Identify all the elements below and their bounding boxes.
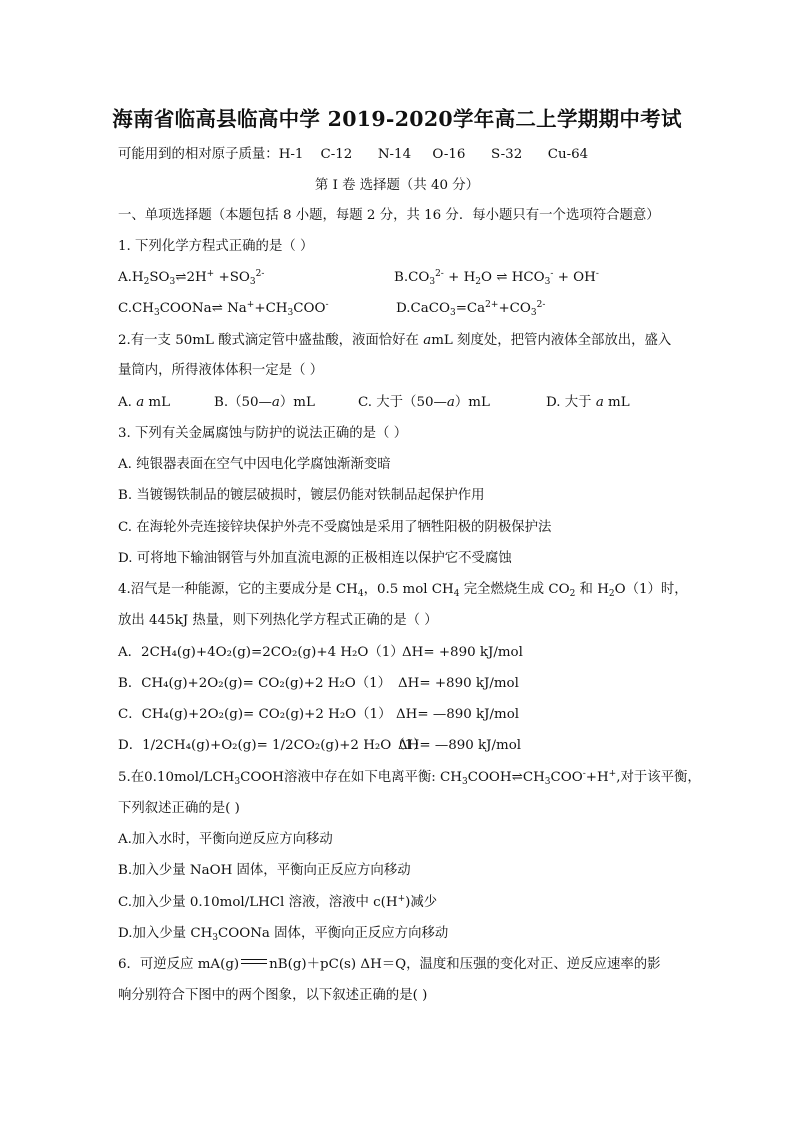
question-1-option-a: $A.H_2SO_3\rightleftharpoons 2H^+ +SO_3^{2-}$ (118, 269, 265, 287)
equilibrium-arrow-icon: ⇌ (211, 301, 223, 316)
question-4-option-c-enthalpy: ΔH= —890 kJ/mol (396, 707, 520, 722)
atomic-masses-line (118, 145, 678, 165)
mass-s: S-32 (490, 147, 523, 162)
question-2-option-c: C. 大于（50—a）mL (358, 395, 490, 410)
question-4-option-b-enthalpy: ΔH= +890 kJ/mol (398, 676, 519, 691)
question-2-option-a: A. a mL (118, 395, 171, 410)
equilibrium-arrow-icon: ⇌ (175, 270, 187, 285)
mass-h: H-1 (278, 147, 304, 162)
question-4-option-d-equation: D．1/2CH₄(g)+O₂(g)= 1/2CO₂(g)+2 H₂O（1） (118, 738, 427, 753)
question-4-option-a-enthalpy: ΔH= +890 kJ/mol (402, 645, 523, 660)
question-3-option-b: B. 当镀锡铁制品的镀层破损时，镀层仍能对铁制品起保护作用 (118, 488, 485, 503)
equilibrium-arrow-icon: ⇌ (496, 270, 508, 285)
question-4-option-d-enthalpy: ΔH= —890 kJ/mol (398, 738, 522, 753)
question-4-option-c-equation: C．CH₄(g)+2O₂(g)= CO₂(g)+2 H₂O（1） (118, 707, 392, 722)
reversible-arrow-icon (239, 957, 269, 967)
question-2-option-d: D. 大于 a mL (546, 395, 630, 410)
question-6-line-1: 6．可逆反应 mA(g) nB(g)＋pC(s) ΔH＝Q，温度和压强的变化对正、逆反应速率的影 (118, 957, 661, 972)
question-2-line-2: 量筒内，所得液体体积一定是（ ） (118, 363, 324, 378)
question-3-option-a: A. 纯银器表面在空气中因电化学腐蚀渐渐变暗 (118, 457, 391, 472)
question-6-line-2: 响分别符合下图中的两个图象，以下叙述正确的是( ) (118, 988, 428, 1003)
question-4-option-b-equation: B．CH₄(g)+2O₂(g)= CO₂(g)+2 H₂O（1） (118, 676, 392, 691)
page-title: 海南省临高县临高中学 2019-2020学年高二上学期期中考试 (112, 107, 682, 131)
mass-cu: Cu-64 (547, 147, 589, 162)
mass-o: O-16 (432, 147, 466, 162)
section-heading: 第 I 卷 选择题（共 40 分） (314, 178, 480, 193)
question-1-option-d: $D.CaCO_3=Ca^{2+}+CO_3^{2-}$ (396, 300, 546, 318)
question-5-option-b: B.加入少量 NaOH 固体，平衡向正反应方向移动 (118, 863, 411, 878)
question-5-line-2: 下列叙述正确的是( ) (118, 801, 240, 816)
question-5-option-c: C.加入少量 0.10mol/LHCl 溶液，溶液中 c(H+)减少 (118, 894, 438, 910)
question-3-option-d: D. 可将地下输油钢管与外加直流电源的正极相连以保护它不受腐蚀 (118, 551, 512, 566)
question-1-option-c: $C.CH_3COONa\rightleftharpoons$ $Na^++CH_3COO^-$ (118, 300, 329, 318)
question-2-line-1: 2.有一支 50mL 酸式滴定管中盛盐酸，液面恰好在 amL 刻度处，把管内液体全部放出，盛入 (118, 333, 672, 348)
mass-n: N-14 (377, 147, 412, 162)
question-1-option-b: $B.CO_3^{2-} + H_2O$ ⇌ $HCO_3^- + OH^-$ (394, 269, 599, 287)
question-4-line-2: 放出 445kJ 热量，则下列热化学方程式正确的是（ ） (118, 613, 438, 628)
question-3-option-c: C. 在海轮外壳连接锌块保护外壳不受腐蚀是采用了牺牲阳极的阴极保护法 (118, 520, 552, 535)
mass-c: C-12 (320, 147, 353, 162)
question-4-line-1: 4.沼气是一种能源，它的主要成分是 $CH_4$，0.5 mol $CH_4$ 完全燃烧生成 $CO_2$ 和 $H_2O(1)$时， (118, 582, 688, 599)
question-3-stem: 3. 下列有关金属腐蚀与防护的说法正确的是（ ） (118, 426, 408, 441)
question-1-stem: 1. 下列化学方程式正确的是（ ） (118, 239, 314, 254)
atomic-masses-label: 可能用到的相对原子质量： (118, 147, 279, 162)
question-2-option-b: B.（50—a）mL (214, 395, 315, 410)
question-5-option-a: A.加入水时，平衡向逆反应方向移动 (118, 832, 333, 847)
question-5-line-1: 5.在$0.10mol/LCH_3COOH$溶液中存在如下电离平衡: $CH_3COOH\rightleftharpoons CH_3COO^-+H^+$,对于该平衡， (118, 769, 701, 787)
question-4-option-a-equation: A．2CH₄(g)+4O₂(g)=2CO₂(g)+4 H₂O（1） (118, 645, 404, 660)
equilibrium-arrow-icon: ⇌ (511, 770, 523, 785)
question-5-option-d: D.加入少量 $CH_3COONa$ 固体，平衡向正反应方向移动 (118, 926, 449, 943)
part-one-instructions: 一、单项选择题（本题包括 8 小题，每题 2 分，共 16 分．每小题只有一个选项符合题意） (118, 208, 660, 223)
